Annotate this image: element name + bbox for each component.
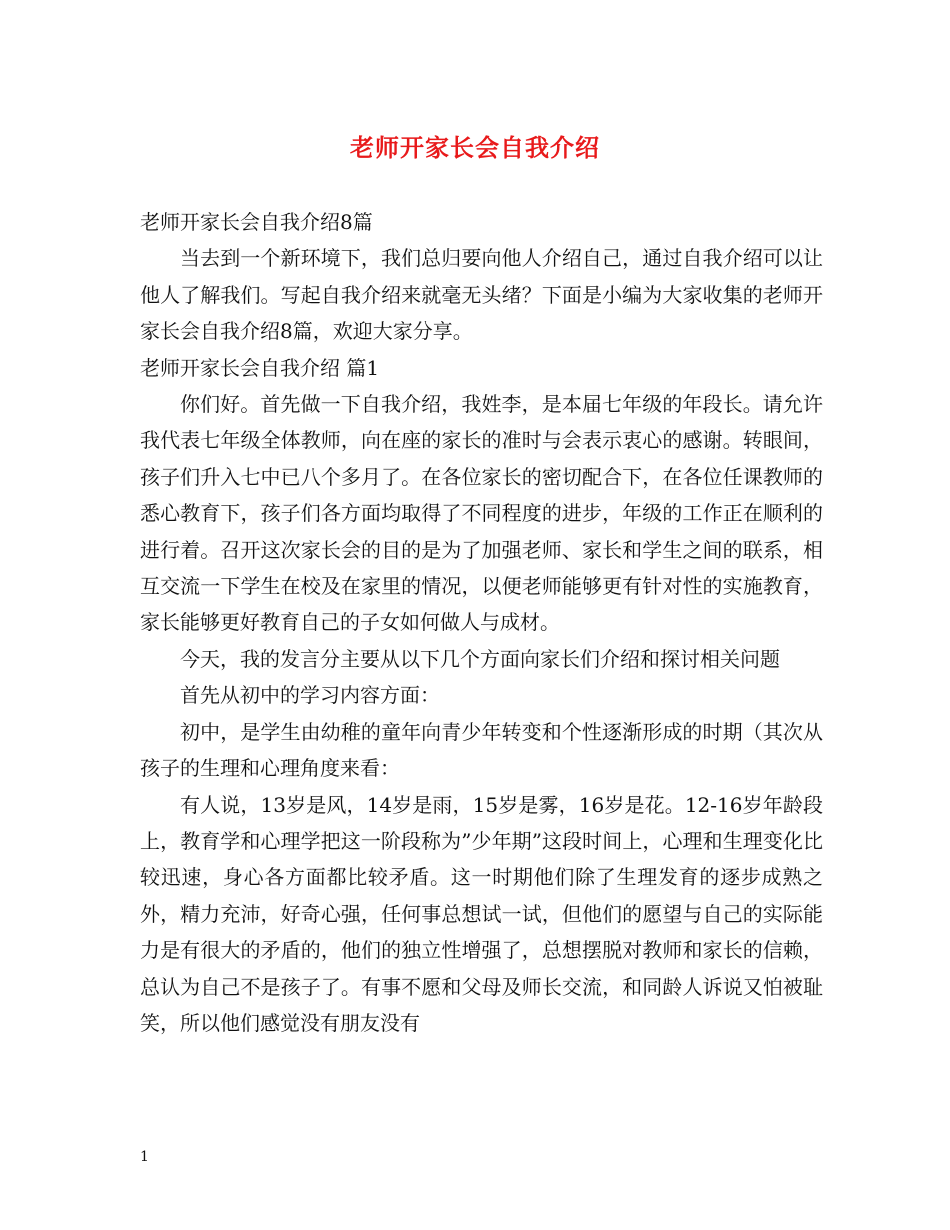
page-number: 1 [140, 1149, 149, 1165]
paragraph-junior-high: 初中，是学生由幼稚的童年向青少年转变和个性逐渐形成的时期（其次从孩子的生理和心理角度来看： [140, 719, 823, 781]
document-title: 老师开家长会自我介绍 [350, 133, 600, 162]
paragraph-section-heading: 老师开家长会自我介绍 篇1 [140, 355, 380, 380]
paragraph-adolescence: 有人说，13岁是风，14岁是雨，15岁是雾，16岁是花。12-16岁年龄段上，教育学和心理学把这一阶段称为”少年期”这段时间上，心理和生理变化比较迅速，身心各方面都比较矛盾。这一时期他们除了生理发育的逐步成熟之外，精力充沛，好奇心强，任何事总想试一试，但他们的愿望与自己的实际能力是有很大的矛盾的，他们的独立性增强了，总想摆脱对教师和家长的信赖，总认为自己不是孩子了。有事不愿和父母及师长交流，和同龄人诉说又怕被耻笑，所以他们感觉没有朋友没有 [140, 792, 823, 1035]
paragraph-intro: 当去到一个新环境下，我们总归要向他人介绍自己，通过自我介绍可以让他人了解我们。写起自我介绍来就毫无头绪？下面是小编为大家收集的老师开家长会自我介绍8篇，欢迎大家分享。 [140, 246, 823, 344]
paragraph-subtitle: 老师开家长会自我介绍8篇 [140, 210, 373, 234]
paragraph-greeting: 你们好。首先做一下自我介绍，我姓李，是本届七年级的年段长。请允许我代表七年级全体教师，向在座的家长的准时与会表示衷心的感谢。转眼间，孩子们升入七中已八个多月了。在各位家长的密切配合下，在各位任课教师的悉心教育下，孩子们各方面均取得了不同程度的进步，年级的工作正在顺利的进行着。召开这次家长会的目的是为了加强老师、家长和学生之间的联系，相互交流一下学生在校及在家里的情况，以便老师能够更有针对性的实施教育，家长能够更好教育自己的子女如何做人与成材。 [140, 392, 823, 635]
paragraph-topics: 今天，我的发言分主要从以下几个方面向家长们介绍和探讨相关问题 [180, 646, 780, 671]
paragraph-learning-content: 首先从初中的学习内容方面： [180, 683, 440, 708]
document-body [140, 204, 823, 1041]
